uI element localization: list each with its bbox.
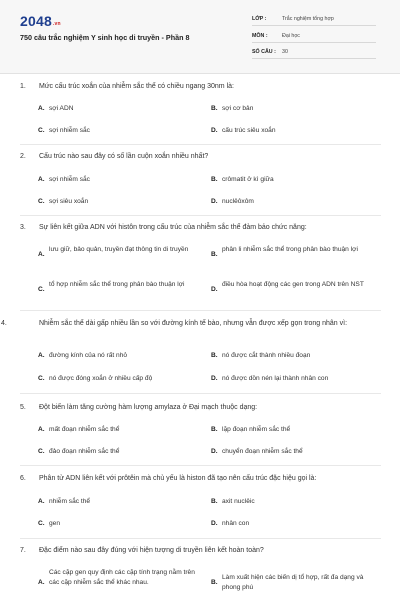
option-text: đảo đoạn nhiễm sắc thể bbox=[49, 448, 120, 455]
question-body: Đột biến làm tăng cường hàm lượng amylaza ở Đại mạch thuộc dạng: bbox=[39, 404, 258, 411]
question-number: 2. bbox=[20, 153, 26, 160]
question-divider bbox=[20, 215, 381, 216]
meta-value: Trắc nghiệm tổng hợp bbox=[282, 16, 334, 22]
question-body: Đặc điểm nào sau đây đúng với hiện tượng di truyền liên kết hoàn toàn? bbox=[39, 547, 264, 554]
option-letter: B. bbox=[211, 105, 218, 112]
option-letter: A. bbox=[38, 352, 45, 359]
question-body: Cấu trúc nào sau đây có số lần cuộn xoắn nhiều nhất? bbox=[39, 153, 209, 160]
option-letter: A. bbox=[38, 251, 45, 258]
site-logo[interactable] bbox=[20, 13, 61, 29]
option-letter: D. bbox=[211, 127, 218, 134]
option-text: điều hòa hoạt động các gen trong ADN trên NST bbox=[222, 281, 364, 288]
question-body: Mức cấu trúc xoắn của nhiễm sắc thể có chiều ngang 30nm là: bbox=[39, 83, 234, 90]
option-text: cấu trúc siêu xoắn bbox=[222, 127, 276, 134]
option-letter: B. bbox=[211, 251, 218, 258]
option-letter: B. bbox=[211, 352, 218, 359]
option-letter: C. bbox=[38, 520, 45, 527]
option-letter: D. bbox=[211, 375, 218, 382]
meta-key: MÔN : bbox=[252, 33, 268, 39]
question-body: Sự liên kết giữa ADN với histôn trong cấu trúc của nhiễm sắc thể đảm bảo chức năng: bbox=[39, 224, 307, 231]
option-text: nó được dồn nén lại thành nhân con bbox=[222, 375, 329, 382]
option-text: sợi nhiễm sắc bbox=[49, 127, 90, 134]
question-number: 6. bbox=[20, 475, 26, 482]
question-divider bbox=[20, 538, 381, 539]
option-letter: C. bbox=[38, 375, 45, 382]
option-letter: B. bbox=[211, 579, 218, 586]
question-5-text bbox=[20, 402, 380, 413]
question-3-text bbox=[20, 222, 380, 233]
option-letter: A. bbox=[38, 176, 45, 183]
question-divider bbox=[20, 310, 381, 311]
option-text: nó được cắt thành nhiều đoạn bbox=[222, 352, 311, 359]
option-text: nhân con bbox=[222, 520, 250, 527]
question-number: 3. bbox=[20, 224, 26, 231]
document-title: 750 câu trắc nghiệm Y sinh học di truyền - Phần 8 bbox=[20, 33, 190, 42]
option-text: mất đoạn nhiễm sắc thể bbox=[49, 426, 120, 433]
option-text: Làm xuất hiện các biến dị tổ hợp, rất đa dạng và phong phú bbox=[222, 574, 364, 591]
question-body: Phân tử ADN liên kết với prôtêin mà chủ yếu là histon đã tạo nên cấu trúc đặc hiệu gọi là: bbox=[39, 475, 317, 482]
question-divider bbox=[20, 144, 381, 145]
option-letter: D. bbox=[211, 520, 218, 527]
question-divider bbox=[20, 465, 381, 466]
meta-value: 30 bbox=[282, 49, 288, 55]
option-text: nhiễm sắc thể bbox=[49, 498, 91, 505]
option-text: tổ hợp nhiễm sắc thể trong phân bào thuận lợi bbox=[49, 281, 185, 288]
meta-row-class bbox=[252, 13, 376, 26]
option-letter: D. bbox=[211, 448, 218, 455]
option-text: nuclêôxôm bbox=[222, 198, 254, 205]
option-text: đường kính của nó rất nhỏ bbox=[49, 352, 128, 359]
option-text: gen bbox=[49, 520, 61, 527]
option-text: nó được đóng xoắn ở nhiều cấp độ bbox=[49, 375, 153, 382]
question-number: 5. bbox=[20, 404, 26, 411]
option-text: chuyển đoạn nhiễm sắc thể bbox=[222, 448, 303, 455]
option-letter: D. bbox=[211, 286, 218, 293]
option-text: lưu giữ, bảo quản, truyền đạt thông tin di truyền bbox=[49, 246, 189, 253]
option-letter: A. bbox=[38, 498, 45, 505]
option-letter: C. bbox=[38, 198, 45, 205]
option-letter: A. bbox=[38, 426, 45, 433]
question-divider bbox=[20, 393, 381, 394]
meta-row-subject bbox=[252, 30, 376, 43]
option-text: lặp đoạn nhiễm sắc thể bbox=[222, 426, 291, 433]
option-letter: C. bbox=[38, 127, 45, 134]
question-number: 4. bbox=[1, 320, 7, 327]
meta-value: Đại học bbox=[282, 33, 300, 39]
option-letter: C. bbox=[38, 286, 45, 293]
question-number: 1. bbox=[20, 83, 26, 90]
document-header bbox=[0, 0, 400, 74]
option-text: sợi ADN bbox=[49, 105, 74, 112]
logo-text: 2048 bbox=[20, 13, 52, 29]
option-text: crômatit ở kì giữa bbox=[222, 176, 274, 183]
question-6-text bbox=[20, 473, 380, 484]
meta-key: LỚP : bbox=[252, 16, 267, 22]
question-body: Nhiễm sắc thể dài gấp nhiều lần so với đường kính tế bào, nhưng vẫn được xếp gọn trong nhân vì: bbox=[39, 320, 348, 327]
logo-suffix: .vn bbox=[52, 21, 61, 27]
option-letter: B. bbox=[211, 498, 218, 505]
option-letter: A. bbox=[38, 105, 45, 112]
option-letter: A. bbox=[38, 579, 45, 586]
option-text: Các cặp gen quy định các cặp tính trạng nằm trên các cặp nhiễm sắc thể khác nhau. bbox=[49, 569, 195, 586]
option-letter: D. bbox=[211, 198, 218, 205]
question-1-text bbox=[20, 81, 380, 92]
option-text: axit nuclêic bbox=[222, 498, 255, 505]
option-letter: C. bbox=[38, 448, 45, 455]
option-text: phân li nhiễm sắc thể trong phân bào thuận lợi bbox=[222, 246, 358, 253]
option-letter: B. bbox=[211, 426, 218, 433]
option-text: sợi nhiễm sắc bbox=[49, 176, 90, 183]
option-letter: B. bbox=[211, 176, 218, 183]
question-7-text bbox=[20, 545, 380, 556]
option-text: sợi cơ bản bbox=[222, 105, 254, 112]
option-text: sợi siêu xoắn bbox=[49, 198, 89, 205]
question-4-text bbox=[1, 318, 380, 329]
meta-row-question-count bbox=[252, 46, 376, 59]
question-2-text bbox=[20, 151, 380, 162]
question-number: 7. bbox=[20, 547, 26, 554]
meta-key: SỐ CÂU : bbox=[252, 49, 276, 55]
